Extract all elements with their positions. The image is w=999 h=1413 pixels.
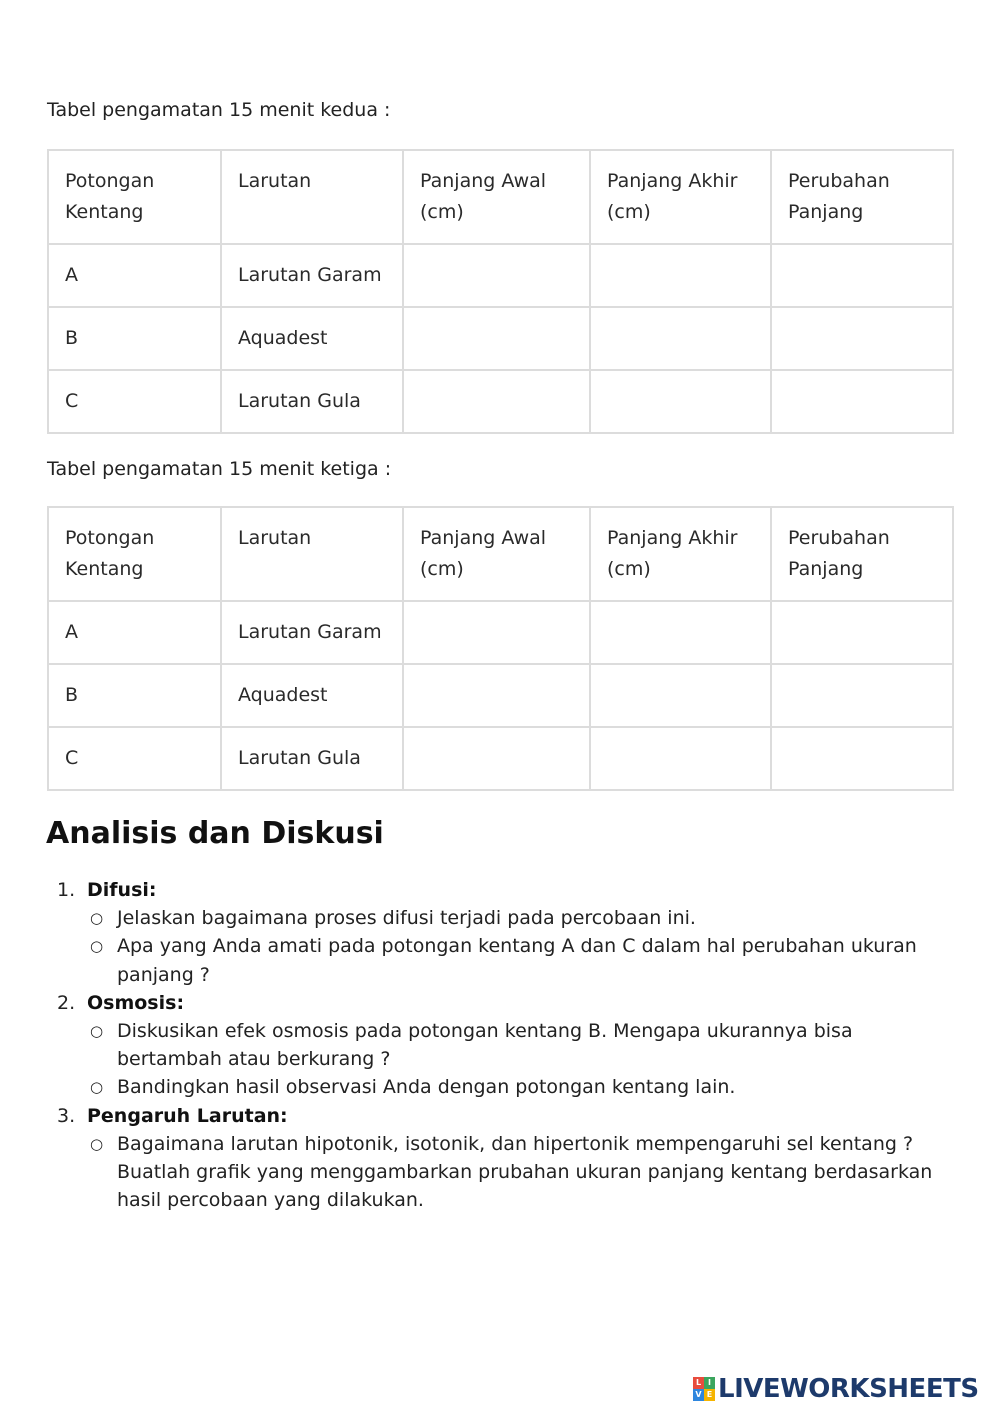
table-cell: C — [48, 370, 221, 433]
table-cell: A — [48, 244, 221, 307]
header-cell: Perubahan Panjang — [771, 150, 953, 244]
header-cell: Perubahan Panjang — [771, 507, 953, 601]
table-cell: Larutan Garam — [221, 244, 403, 307]
table-cell — [403, 664, 590, 727]
item-title: Difusi: — [87, 879, 157, 901]
sub-item-text: Jelaskan bagaimana proses difusi terjadi pada percobaan ini. — [117, 907, 696, 930]
table-caption-second: Tabel pengamatan 15 menit kedua : — [47, 99, 391, 121]
table-cell: Larutan Garam — [221, 601, 403, 664]
table-cell — [771, 370, 953, 433]
logo-letter: L — [693, 1377, 704, 1389]
sub-item — [87, 1073, 957, 1101]
discussion-item — [47, 1102, 957, 1215]
logo-letter: E — [704, 1389, 715, 1401]
table-cell: Aquadest — [221, 664, 403, 727]
table-row — [48, 244, 953, 307]
bullet-icon: ○ — [90, 1022, 104, 1041]
liveworksheets-logo — [693, 1372, 979, 1406]
header-cell: Panjang Awal (cm) — [403, 150, 590, 244]
header-cell: Larutan — [221, 150, 403, 244]
item-title: Osmosis: — [87, 991, 185, 1014]
table-header-row — [48, 150, 953, 244]
header-cell: Potongan Kentang — [48, 150, 221, 244]
discussion-item — [47, 989, 957, 1102]
sub-item-text: Bagaimana larutan hipotonik, isotonik, dan hipertonik mempengaruhi sel kentang ? Buatlah grafik yang menggambarkan prubahan ukuran panjang kentang berdasarkan hasil percobaan yang dilakukan. — [117, 1132, 933, 1212]
item-title: Pengaruh Larutan: — [87, 1104, 288, 1127]
item-number: 2. — [57, 991, 76, 1014]
item-number: 1. — [57, 879, 76, 901]
table-cell — [771, 664, 953, 727]
sub-item — [87, 1017, 957, 1073]
sub-item — [87, 904, 957, 932]
table-cell — [590, 307, 771, 370]
table-cell — [771, 244, 953, 307]
table-caption-third: Tabel pengamatan 15 menit ketiga : — [47, 458, 392, 480]
logo-letter: I — [704, 1377, 715, 1389]
observation-table-second — [47, 149, 954, 434]
table-cell: B — [48, 664, 221, 727]
sub-item-text: Bandingkan hasil observasi Anda dengan potongan kentang lain. — [117, 1076, 736, 1099]
table-header-row — [48, 507, 953, 601]
section-heading: Analisis dan Diskusi — [46, 816, 384, 851]
logo-wordmark: LIVEWORKSHEETS — [718, 1374, 979, 1404]
header-cell: Potongan Kentang — [48, 507, 221, 601]
header-cell: Larutan — [221, 507, 403, 601]
table-cell — [403, 727, 590, 790]
logo-letter: V — [693, 1389, 704, 1401]
sub-item-text: Diskusikan efek osmosis pada potongan kentang B. Mengapa ukurannya bisa bertambah atau berkurang ? — [117, 1020, 853, 1071]
sub-item-text: Apa yang Anda amati pada potongan kentang A dan C dalam hal perubahan ukuran panjang ? — [117, 935, 917, 986]
sub-item — [87, 1130, 957, 1215]
table-row — [48, 601, 953, 664]
observation-table-third — [47, 506, 954, 791]
liveworksheets-logo-icon — [693, 1377, 715, 1401]
table-cell — [590, 244, 771, 307]
header-cell: Panjang Awal (cm) — [403, 507, 590, 601]
table-cell — [403, 307, 590, 370]
table-cell — [590, 664, 771, 727]
table-cell — [771, 727, 953, 790]
table-cell: C — [48, 727, 221, 790]
header-cell: Panjang Akhir (cm) — [590, 150, 771, 244]
table-cell: Larutan Gula — [221, 727, 403, 790]
table-row — [48, 727, 953, 790]
table-row — [48, 370, 953, 433]
item-number: 3. — [57, 1104, 76, 1127]
table-cell — [403, 370, 590, 433]
table-row — [48, 307, 953, 370]
table-cell — [771, 307, 953, 370]
table-cell — [403, 601, 590, 664]
table-cell — [403, 244, 590, 307]
table-cell — [590, 601, 771, 664]
bullet-icon: ○ — [90, 937, 104, 956]
table-cell: Aquadest — [221, 307, 403, 370]
table-cell: B — [48, 307, 221, 370]
table-row — [48, 664, 953, 727]
bullet-icon: ○ — [90, 1078, 104, 1097]
bullet-icon: ○ — [90, 1134, 104, 1153]
discussion-item — [47, 876, 957, 989]
table-cell: Larutan Gula — [221, 370, 403, 433]
table-cell — [590, 727, 771, 790]
header-cell: Panjang Akhir (cm) — [590, 507, 771, 601]
table-cell — [590, 370, 771, 433]
discussion-list — [47, 876, 957, 1214]
table-cell: A — [48, 601, 221, 664]
bullet-icon: ○ — [90, 909, 104, 928]
table-cell — [771, 601, 953, 664]
sub-item — [87, 932, 957, 988]
